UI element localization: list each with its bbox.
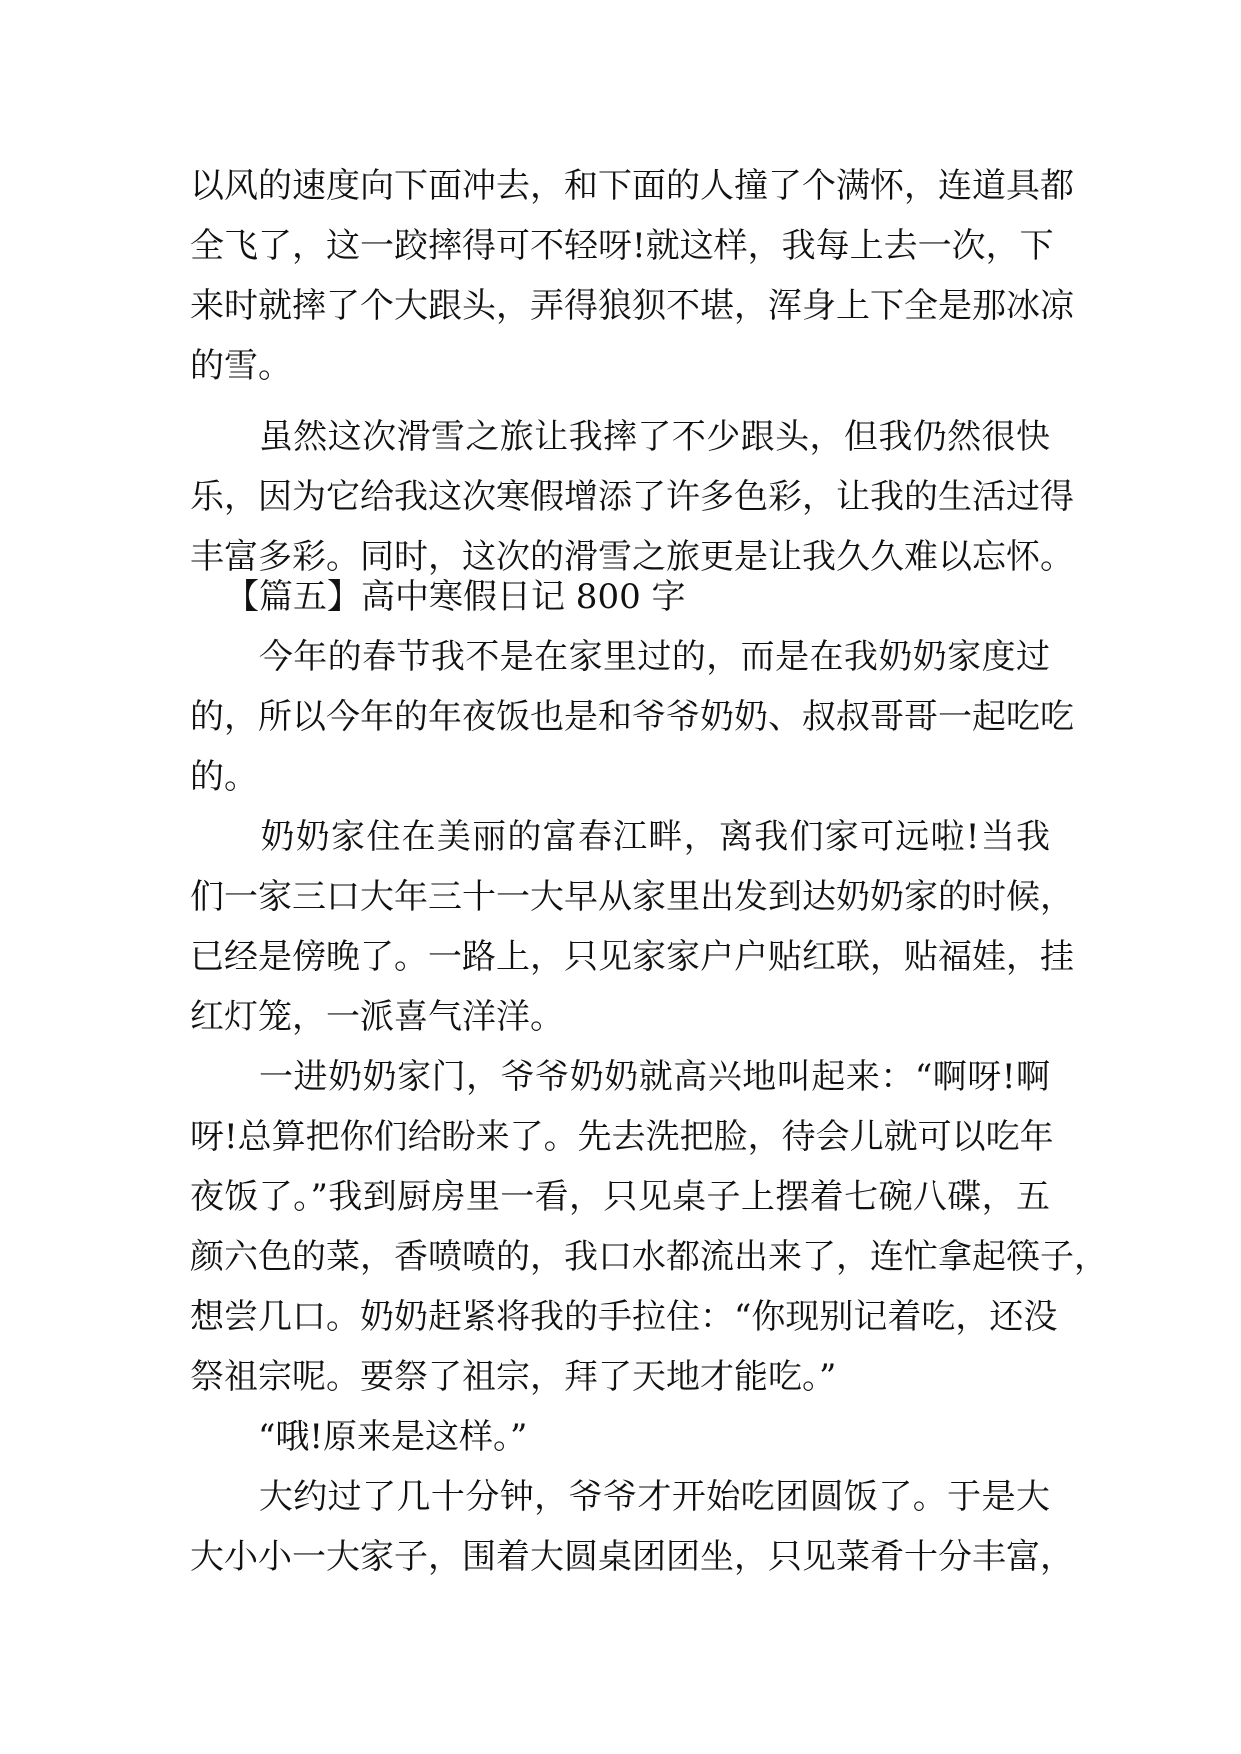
text-line: 想尝几口。奶奶赶紧将我的手拉住：“你现别记着吃，还没 bbox=[190, 1297, 1058, 1337]
text-line: 祭祖宗呢。要祭了祖宗，拜了天地才能吃。” bbox=[190, 1357, 837, 1397]
text-line: 一进奶奶家门，爷爷奶奶就高兴地叫起来：“啊呀!啊 bbox=[190, 1057, 1050, 1097]
text-line: 的雪。 bbox=[190, 346, 292, 386]
text-line: 来时就摔了个大跟头，弄得狼狈不堪，浑身上下全是那冰凉 bbox=[190, 286, 1074, 326]
text-line: 丰富多彩。同时，这次的滑雪之旅更是让我久久难以忘怀。 bbox=[190, 537, 1074, 577]
section-heading: 【篇五】高中寒假日记 800 字 bbox=[225, 577, 686, 617]
text-line: 颜六色的菜，香喷喷的，我口水都流出来了，连忙拿起筷子， bbox=[190, 1237, 1108, 1277]
text-line: 的，所以今年的年夜饭也是和爷爷奶奶、叔叔哥哥一起吃吃 bbox=[190, 697, 1074, 737]
text-line: 红灯笼，一派喜气洋洋。 bbox=[190, 997, 564, 1037]
text-line: 大约过了几十分钟，爷爷才开始吃团圆饭了。于是大 bbox=[190, 1477, 1050, 1517]
text-line: 们一家三口大年三十一大早从家里出发到达奶奶家的时候， bbox=[190, 877, 1074, 917]
text-line: 大小小一大家子，围着大圆桌团团坐，只见菜肴十分丰富， bbox=[190, 1537, 1074, 1577]
text-line: 今年的春节我不是在家里过的，而是在我奶奶家度过 bbox=[190, 637, 1050, 677]
text-line: 已经是傍晚了。一路上，只见家家户户贴红联，贴福娃，挂 bbox=[190, 937, 1074, 977]
text-line: 呀!总算把你们给盼来了。先去洗把脸，待会儿就可以吃年 bbox=[190, 1117, 1054, 1157]
text-line: 全飞了，这一跤摔得可不轻呀!就这样，我每上去一次，下 bbox=[190, 226, 1054, 266]
text-line: 夜饭了。”我到厨房里一看，只见桌子上摆着七碗八碟，五 bbox=[190, 1177, 1050, 1217]
text-line: 乐，因为它给我这次寒假增添了许多色彩，让我的生活过得 bbox=[190, 477, 1074, 517]
text-line: 虽然这次滑雪之旅让我摔了不少跟头，但我仍然很快 bbox=[190, 417, 1050, 457]
text-line: 的。 bbox=[190, 757, 258, 797]
text-line: 以风的速度向下面冲去，和下面的人撞了个满怀，连道具都 bbox=[190, 166, 1074, 206]
text-line: “哦!原来是这样。” bbox=[190, 1417, 528, 1457]
text-line: 奶奶家住在美丽的富春江畔，离我们家可远啦!当我 bbox=[190, 817, 1050, 857]
